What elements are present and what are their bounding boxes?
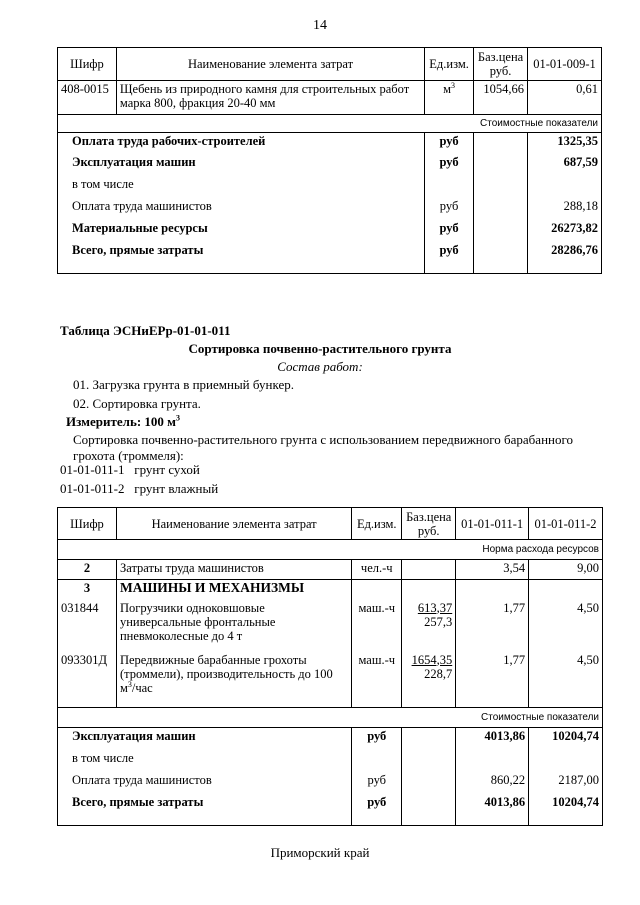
cost-table-1 xyxy=(57,47,602,274)
section-subtitle: Состав работ: xyxy=(277,359,363,374)
header-unit: Ед.изм. xyxy=(352,508,402,540)
work-step: 02. Сортировка грунта. xyxy=(73,396,201,411)
summary-label: Всего, прямые затраты xyxy=(58,794,352,826)
summary-unit: руб xyxy=(425,133,474,154)
section-title: Сортировка почвенно-растительного грунта xyxy=(188,341,452,356)
header-price: Баз.цена руб. xyxy=(474,48,528,81)
header-unit: Ед.изм. xyxy=(425,48,474,81)
header-col2: 01-01-011-2 xyxy=(529,508,603,540)
summary-label: Всего, прямые затраты xyxy=(58,242,425,274)
page-footer: Приморский край xyxy=(270,845,370,860)
row-value-2: 4,50 xyxy=(529,600,603,652)
summary-value: 28286,76 xyxy=(528,242,602,274)
header-name: Наименование элемента затрат xyxy=(116,48,424,81)
section-label: Норма расхода ресурсов xyxy=(58,540,603,560)
summary-value-1: 4013,86 xyxy=(456,794,529,826)
summary-label: Оплата труда машинистов xyxy=(58,198,425,220)
row-name: Передвижные барабанные грохоты (троммели), производительность до 100 $м^3$/час xyxy=(116,652,351,708)
row-unit: $м^3$ xyxy=(425,81,474,115)
header-col1: 01-01-009-1 xyxy=(528,48,602,81)
summary-value-1: 860,22 xyxy=(456,772,529,794)
row-value: 0,61 xyxy=(528,81,602,115)
table-label: Таблица ЭСНиЕРр-01-01-011 xyxy=(60,323,231,338)
measure-unit: Измеритель: 100 $м^3$ xyxy=(66,413,181,429)
header-code: Шифр xyxy=(58,508,117,540)
summary-unit: руб xyxy=(425,220,474,242)
page-number: 14 xyxy=(313,18,327,33)
group-header: МАШИНЫ И МЕХАНИЗМЫ xyxy=(116,580,351,600)
summary-value-2: 10204,74 xyxy=(529,794,603,826)
header-code: Шифр xyxy=(58,48,117,81)
summary-label: Эксплуатация машин xyxy=(58,728,352,750)
work-step: 01. Загрузка грунта в приемный бункер. xyxy=(73,377,294,392)
section-label: Стоимостные показатели xyxy=(58,708,603,728)
summary-label: Эксплуатация машин xyxy=(58,154,425,176)
row-code: 3 xyxy=(58,580,117,600)
row-unit: чел.-ч xyxy=(352,560,402,580)
summary-unit: руб xyxy=(352,794,402,826)
row-code: 408-0015 xyxy=(58,81,117,115)
variant-item: 01-01-011-1 грунт сухой xyxy=(60,462,200,477)
summary-unit: руб xyxy=(352,772,402,794)
row-name: Погрузчики одноковшовые универсальные фронтальные пневмоколесные до 4 т xyxy=(116,600,351,652)
summary-unit: руб xyxy=(425,242,474,274)
summary-label: в том числе xyxy=(58,176,425,198)
summary-value-1: 4013,86 xyxy=(456,728,529,750)
row-unit: маш.-ч xyxy=(352,652,402,708)
summary-unit: руб xyxy=(352,728,402,750)
row-value-2: 9,00 xyxy=(529,560,603,580)
row-value-2: 4,50 xyxy=(529,652,603,708)
summary-value: 26273,82 xyxy=(528,220,602,242)
section-label: Стоимостные показатели xyxy=(58,115,602,133)
summary-value: 687,59 xyxy=(528,154,602,176)
row-price: 613,37 257,3 xyxy=(402,600,456,652)
row-code: 093301Д xyxy=(58,652,117,708)
summary-label: Оплата труда рабочих-строителей xyxy=(58,133,425,154)
summary-label: Оплата труда машинистов xyxy=(58,772,352,794)
row-unit: маш.-ч xyxy=(352,600,402,652)
summary-label: Материальные ресурсы xyxy=(58,220,425,242)
row-value-1: 1,77 xyxy=(456,652,529,708)
header-price: Баз.цена руб. xyxy=(402,508,456,540)
summary-value: 288,18 xyxy=(528,198,602,220)
header-col1: 01-01-011-1 xyxy=(456,508,529,540)
row-name: Затраты труда машинистов xyxy=(116,560,351,580)
cost-table-2 xyxy=(57,507,603,826)
variant-item: 01-01-011-2 грунт влажный xyxy=(60,481,219,496)
header-name: Наименование элемента затрат xyxy=(116,508,351,540)
summary-value: 1325,35 xyxy=(528,133,602,154)
row-name: Щебень из природного камня для строительных работ марка 800, фракция 20-40 мм xyxy=(116,81,424,115)
row-price: 1654,35 228,7 xyxy=(402,652,456,708)
summary-value-2: 10204,74 xyxy=(529,728,603,750)
row-code: 2 xyxy=(58,560,117,580)
row-value-1: 3,54 xyxy=(456,560,529,580)
section-description: Сортировка почвенно-растительного грунта с использованием передвижного барабанного грохота (троммеля): xyxy=(73,432,573,463)
summary-value-2: 2187,00 xyxy=(529,772,603,794)
summary-label: в том числе xyxy=(58,750,352,772)
summary-unit: руб xyxy=(425,154,474,176)
row-value-1: 1,77 xyxy=(456,600,529,652)
summary-unit: руб xyxy=(425,198,474,220)
row-code: 031844 xyxy=(58,600,117,652)
row-price: 1054,66 xyxy=(474,81,528,115)
